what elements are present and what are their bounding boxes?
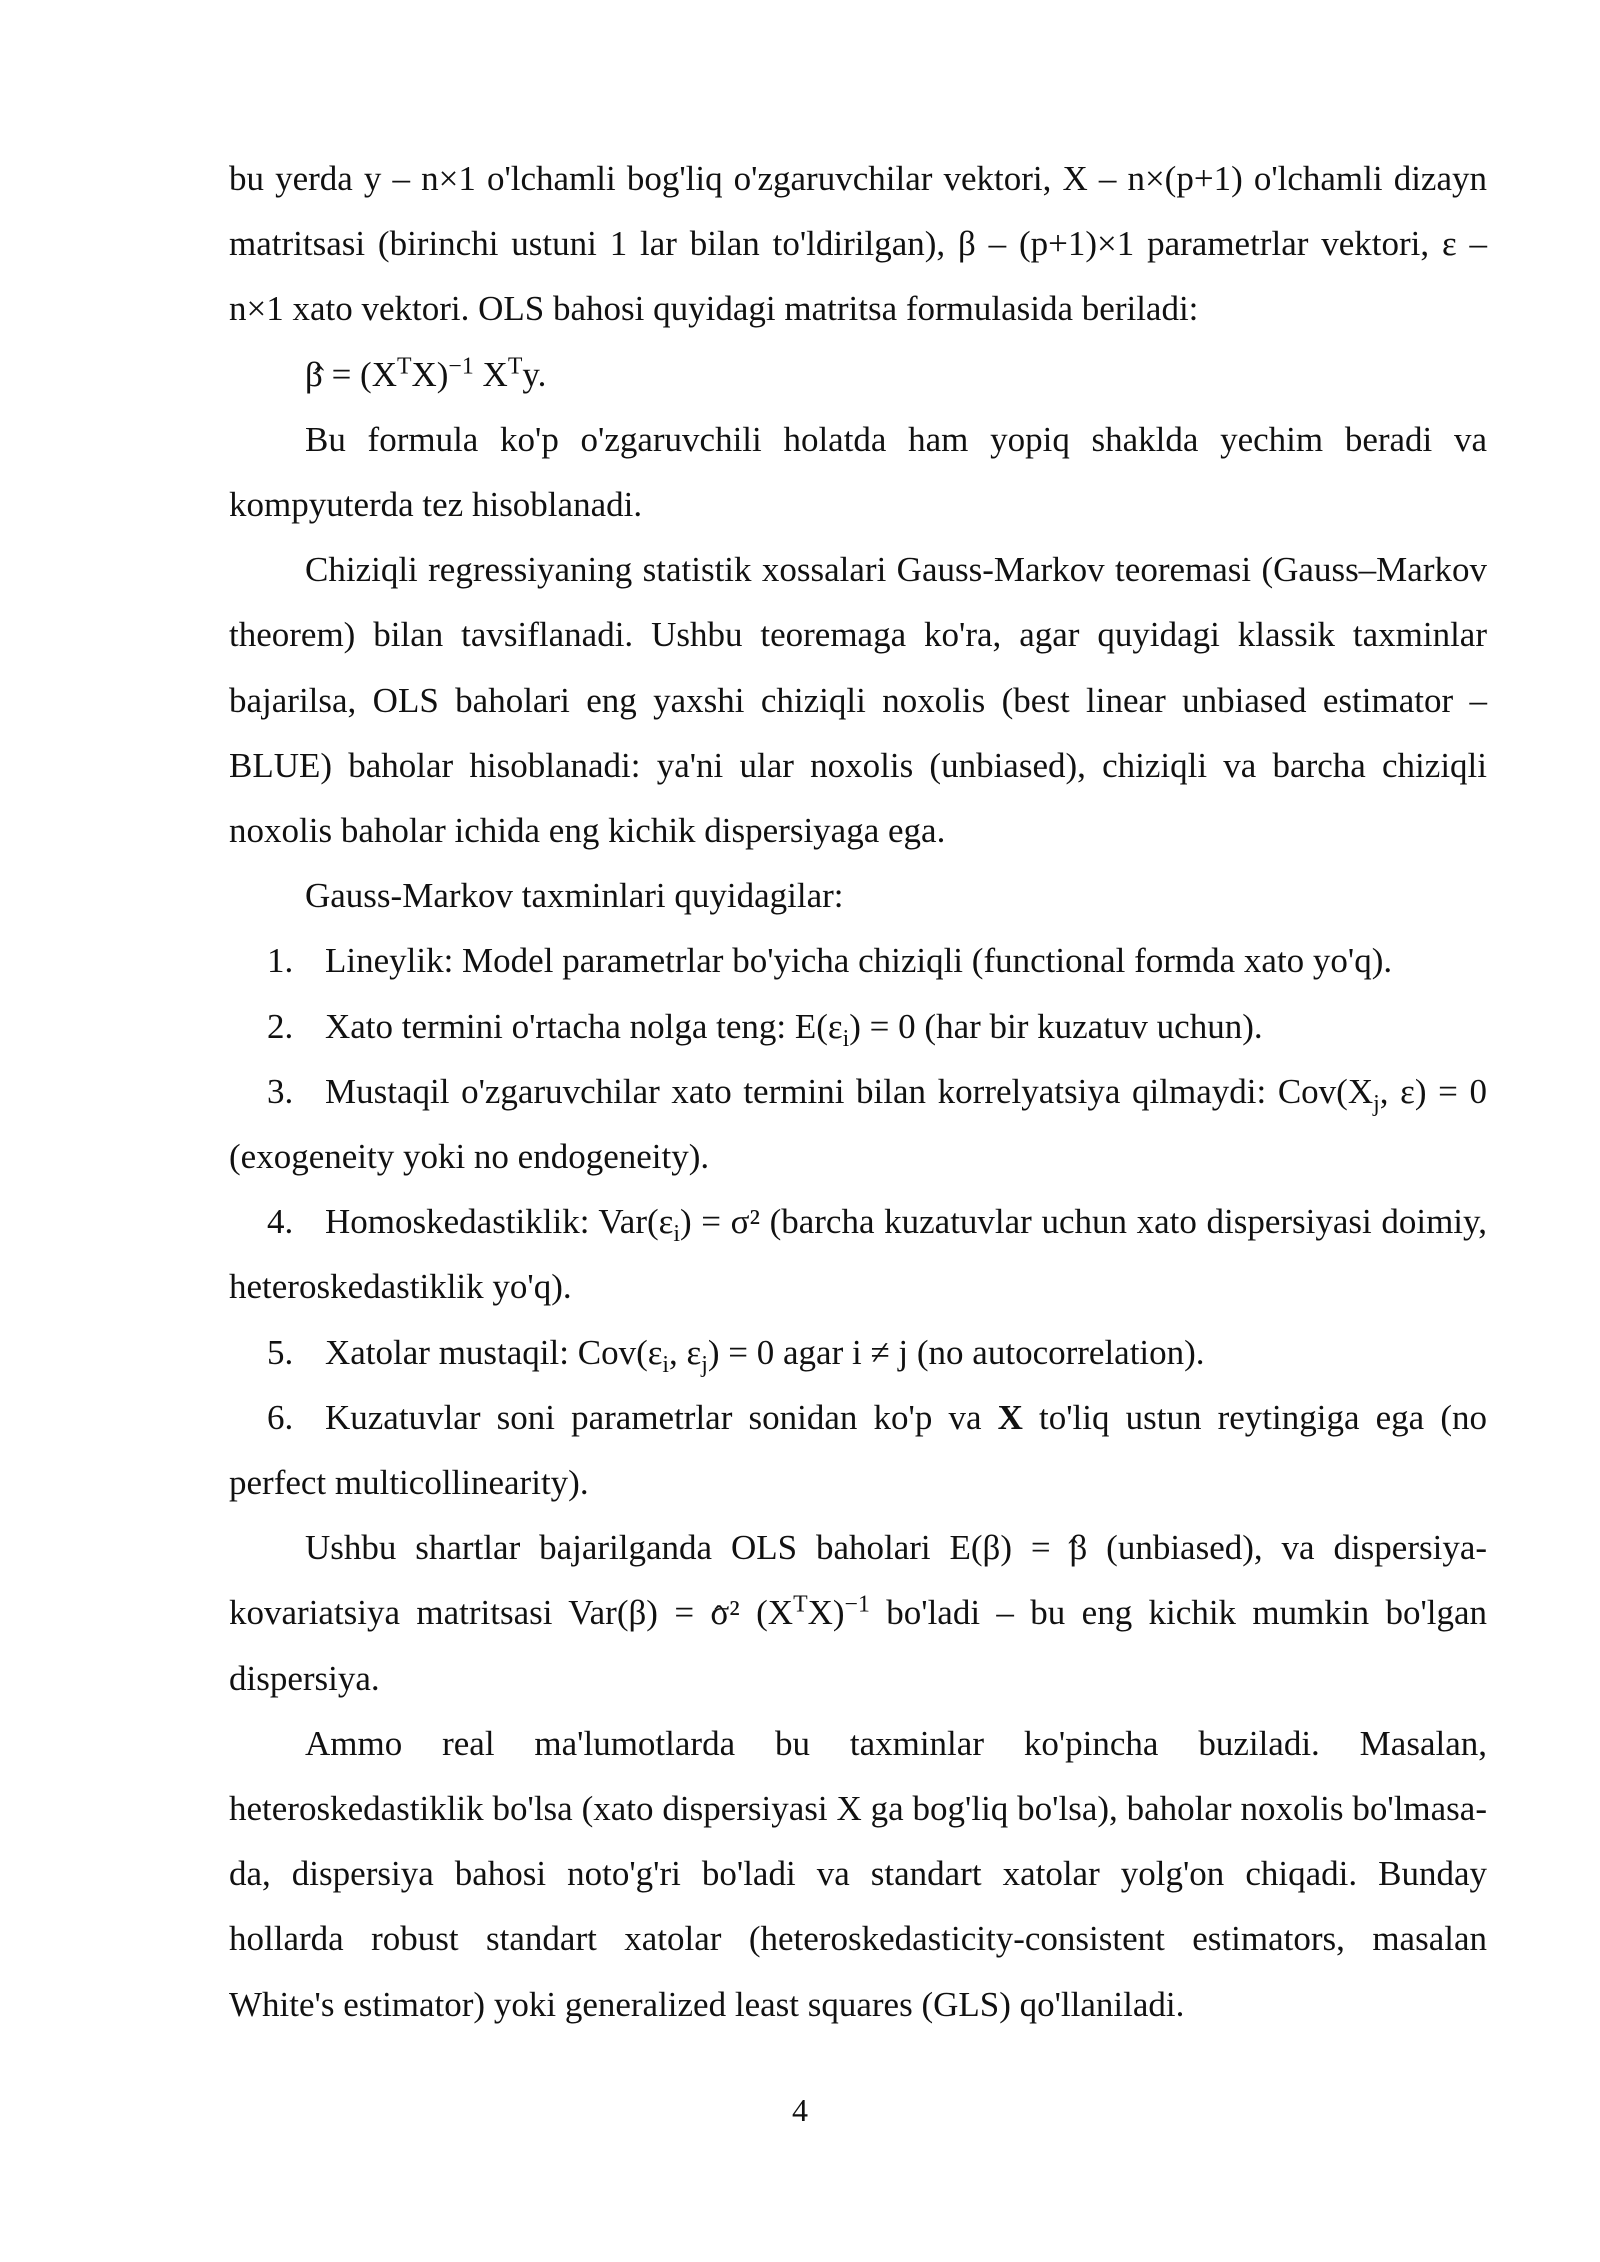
paragraph-blue-properties: Ushbu shartlar bajarilganda OLS baholari E(β ˆ) = β (unbiased), va dispersiya-kovariatsiya matritsasi Var(β ˆ) = σ² $(X^TX)^{-1}$ bo'ladi – bu eng kichik mumkin bo'lgan dispersiya. xyxy=(229,1515,1487,1711)
beta-hat: β ˆ xyxy=(305,355,323,394)
paragraph-variables-definition: bu yerda y – n×1 o'lchamli bog'liq o'zgaruvchilar vektori, X – n×(p+1) o'lchamli dizayn matritsasi (birinchi ustuni 1 lar bilan to'ldirilgan), β – (p+1)×1 parametrlar vektori, ε – n×1 xato vektori. OLS bahosi quyidagi matritsa formulasida beriladi: xyxy=(229,159,1487,329)
list-number: 5. xyxy=(267,1332,294,1372)
paragraph-assumptions-intro: Gauss-Markov taxminlari quyidagilar: xyxy=(305,876,844,916)
document-page xyxy=(229,146,1487,2037)
list-item: 5. Xatolar mustaqil: $Cov(\varepsilon_i$, $\varepsilon_j) = 0$ agar i ≠ j (no autocorrelation). xyxy=(229,1320,1487,1385)
list-item: 1. Lineylik: Model parametrlar bo'yicha chiziqli (functional formda xato yo'q). xyxy=(229,928,1487,993)
list-item: 2. Xato termini o'rtacha nolga teng: $E(\varepsilon_i) = 0$ (har bir kuzatuv uchun). xyxy=(229,994,1487,1059)
list-number: 4. xyxy=(267,1202,294,1242)
paragraph-closed-form: Bu formula ko'p o'zgaruvchili holatda ham yopiq shaklda yechim beradi va kompyuterda tez hisoblanadi. xyxy=(229,419,1487,525)
list-item: 3. Mustaqil o'zgaruvchilar xato termini bilan korrelyatsiya qilmaydi: $Cov(X_j$, ε) = 0 (exogeneity yoki no endogeneity). xyxy=(229,1059,1487,1189)
list-number: 6. xyxy=(267,1397,294,1437)
beta-hat: β ˆ xyxy=(983,1528,1001,1567)
paragraph-gauss-markov: Chiziqli regressiyaning statistik xossalari Gauss-Markov teoremasi (Gauss–Markov theorem) bilan tavsiflanadi. Ushbu teoremaga ko'ra, agar quyidagi klassik taxminlar bajarilsa, OLS baholari eng yaxshi chiziqli noxolis (best linear unbiased estimator – BLUE) baholar hisoblanadi: ya'ni ular noxolis (unbiased), chiziqli va barcha chiziqli noxolis baholar ichida eng kichik dispersiyaga ega. xyxy=(229,550,1487,851)
list-number: 3. xyxy=(267,1071,294,1111)
ols-formula: β ˆ = $(X^TX)^{-1}$ $X^Ty$. xyxy=(229,342,1487,407)
list-number: 1. xyxy=(267,941,294,981)
beta-hat: β ˆ xyxy=(628,1593,646,1632)
list-number: 2. xyxy=(267,1006,294,1046)
page-number: 4 xyxy=(792,2092,808,2128)
list-item: 4. Homoskedastiklik: $Var(\varepsilon_i) = \sigma^2$ (barcha kuzatuvlar uchun xato dispersiyasi doimiy, heteroskedastiklik yo'q). xyxy=(229,1189,1487,1319)
paragraph-violations: Ammo real ma'lumotlarda bu taxminlar ko'pincha buziladi. Masalan, heteroskedastiklik bo'lsa (xato dispersiyasi X ga bog'liq bo'lsa), baholar noxolis bo'lmasa-da, dispersiya bahosi noto'g'ri bo'ladi va standart xatolar yolg'on chiqadi. Bunday hollarda robust standart xatolar (heteroskedasticity-consistent estimators, masalan White's estimator) yoki generalized least squares (GLS) qo'llaniladi. xyxy=(229,1723,1487,2024)
list-item: 6. Kuzatuvlar soni parametrlar sonidan ko'p va X to'liq ustun reytingiga ega (no perfect multicollinearity). xyxy=(229,1385,1487,1515)
